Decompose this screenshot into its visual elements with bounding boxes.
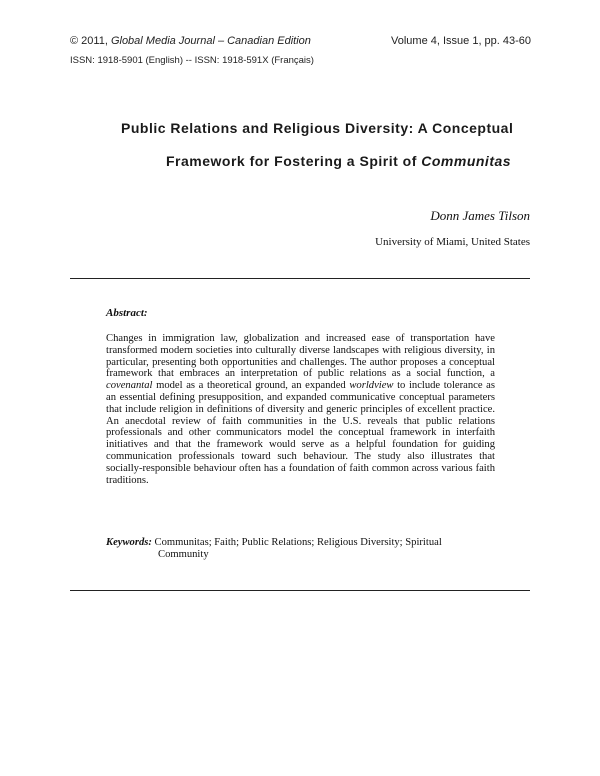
title-line-2-prefix: Framework for Fostering a Spirit of <box>166 153 422 169</box>
keywords-text: Communitas; Faith; Public Relations; Religious Diversity; Spiritual Community <box>151 537 442 560</box>
keywords-block <box>106 537 495 561</box>
abstract-text-c: to include tolerance as an essential defining presupposition, and expanded communicative conceptual parameters that include religion in definitions of diversity and generic principles of excellent practice. An anecdotal review of faith communities in the U.S. reveals that public relations professionals and other communicators model the conceptual framework in interfaith initiatives and that the framework would serve as a helpful foundation for guiding communication professionals toward such behaviour. The study also illustrates that socially-responsible behaviour often has a foundation of faith common across various faith traditions. <box>106 380 495 486</box>
author-affiliation: University of Miami, United States <box>375 236 530 248</box>
copyright-text: © 2011, <box>70 35 111 47</box>
bottom-divider <box>70 590 530 591</box>
title-line-2 <box>166 153 511 169</box>
title-italic-word: Communitas <box>421 153 512 169</box>
abstract-text-b: model as a theoretical ground, an expanded <box>152 380 350 392</box>
volume-info: Volume 4, Issue 1, pp. 43-60 <box>391 35 532 47</box>
title-line-1: Public Relations and Religious Diversity: A Conceptual <box>121 120 514 136</box>
copyright-line <box>70 35 311 47</box>
abstract-italic-covenantal: covenantal <box>106 380 153 392</box>
keywords-label: Keywords: <box>106 537 152 548</box>
top-divider <box>70 278 530 279</box>
abstract-heading: Abstract: <box>106 307 148 319</box>
journal-name: Global Media Journal – Canadian Edition <box>110 35 311 47</box>
abstract-italic-worldview: worldview <box>349 380 394 392</box>
author-name: Donn James Tilson <box>430 208 530 223</box>
issn-line: ISSN: 1918-5901 (English) -- ISSN: 1918-591X (Français) <box>70 55 314 66</box>
abstract-text-a: Changes in immigration law, globalization and increased ease of transportation have transformed modern societies into culturally diverse landscapes with religious diversity, in particular, presenting both opportunities and challenges. The author proposes a conceptual framework that embraces an interpretation of public relations as a social function, a <box>106 333 495 380</box>
abstract-body <box>106 333 495 486</box>
